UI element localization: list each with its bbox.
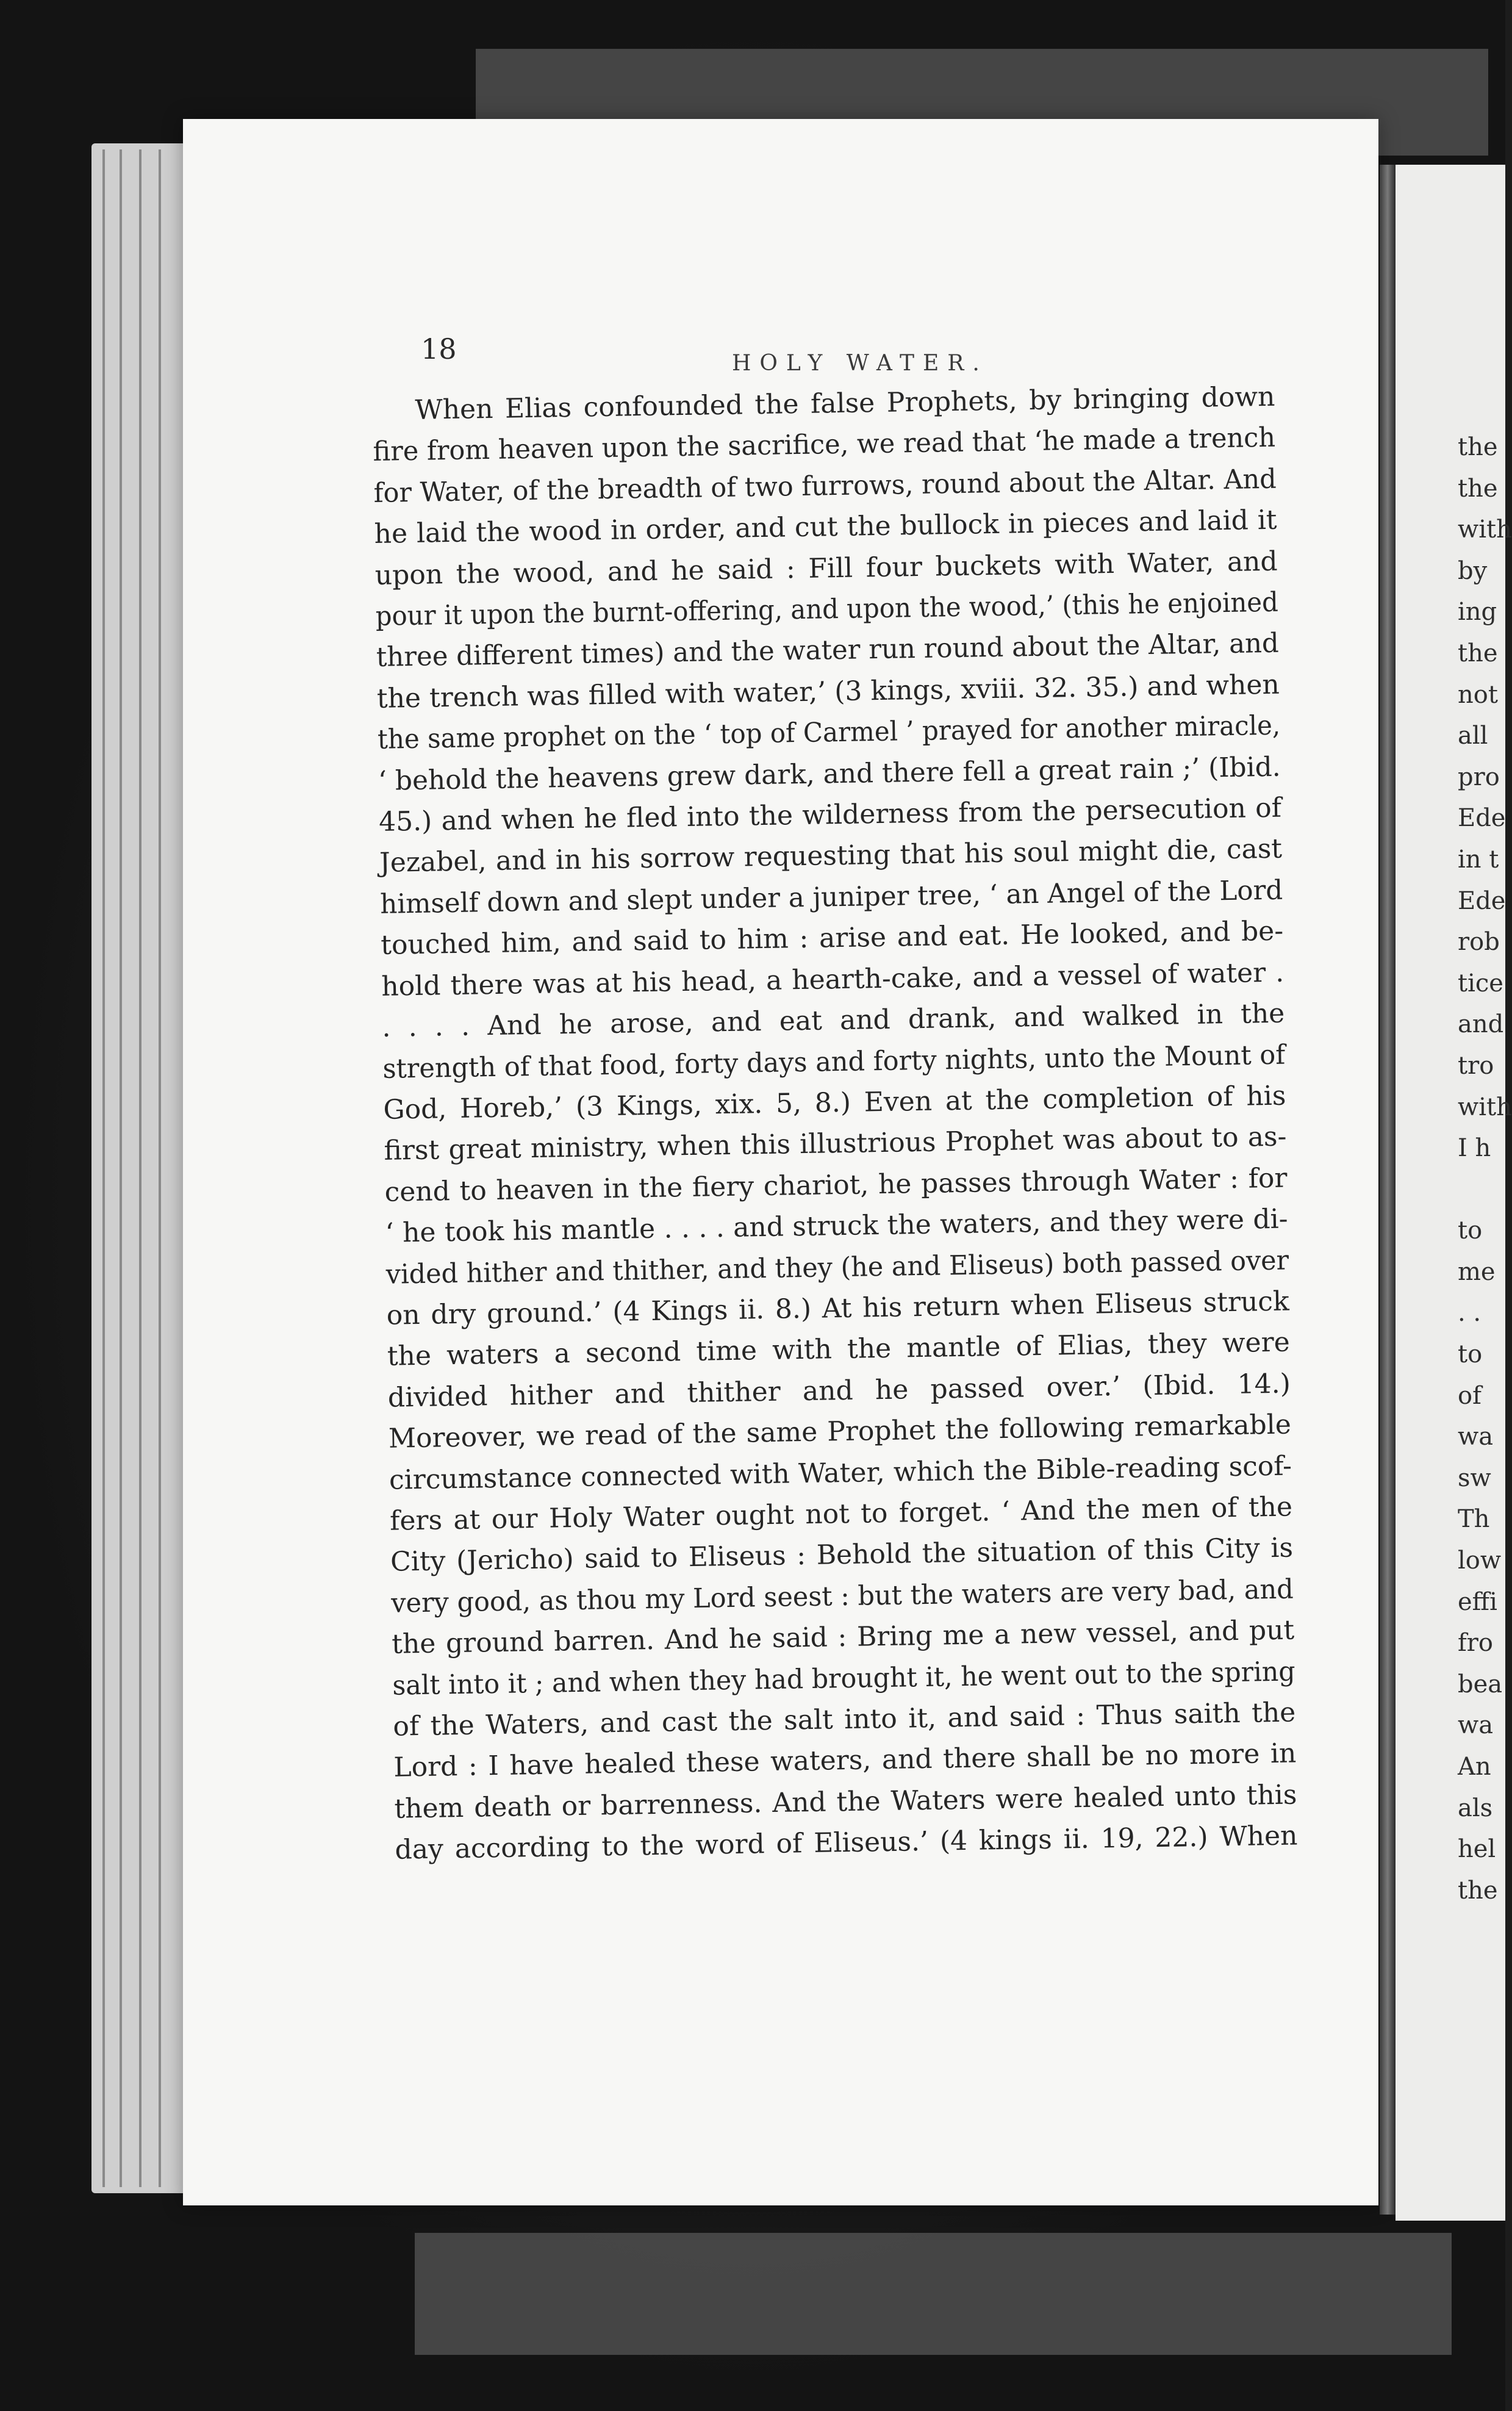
text-line: ‘ he took his mantle . . . . and struck the waters, and they were di- — [385, 1203, 1288, 1249]
facing-text-line: the — [1458, 1876, 1498, 1905]
facing-text-line: Ede — [1458, 886, 1506, 915]
text-line: the trench was filled with water,’ (3 kings, xviii. 32. 35.) and when — [376, 669, 1280, 714]
text-line: Jezabel, and in his sorrow requesting that his soul might die, cast — [379, 833, 1283, 879]
facing-text-line: by — [1458, 556, 1488, 585]
text-line: fers at our Holy Water ought not to forget. ‘ And the men of the — [389, 1491, 1293, 1537]
page-number: 18 — [421, 332, 457, 365]
running-head: HOLY WATER. — [732, 351, 988, 376]
text-line: the ground barren. And he said : Bring me a new vessel, and put — [391, 1614, 1295, 1660]
text-line: ‘ behold the heavens grew dark, and there fell a great rain ;’ (Ibid. — [378, 751, 1281, 797]
text-line: salt into it ; and when they had brought it, he went out to the spring — [392, 1656, 1295, 1701]
facing-text-line: An — [1458, 1753, 1491, 1781]
text-line: he laid the wood in order, and cut the bullock in pieces and laid it — [374, 504, 1277, 550]
text-line: vided hither and thither, and they (he and Eliseus) both passed over — [385, 1245, 1289, 1290]
text-line: circumstance connected with Water, which the Bible-reading scof- — [389, 1450, 1292, 1496]
book-gutter — [1380, 165, 1396, 2215]
page-edge — [139, 149, 142, 2187]
text-line: very good, as thou my Lord seest : but the waters are very bad, and — [390, 1573, 1294, 1619]
text-line: When Elias confounded the false Prophets, by bringing down — [415, 381, 1275, 426]
facing-text-line: of — [1458, 1381, 1482, 1410]
facing-text-line: . . — [1458, 1299, 1482, 1328]
facing-text-line: the — [1458, 433, 1498, 461]
facing-text-line: I h — [1458, 1134, 1491, 1163]
text-line: on dry ground.’ (4 Kings ii. 8.) At his return when Eliseus struck — [386, 1285, 1290, 1331]
facing-text-line: the — [1458, 639, 1498, 667]
text-line: touched him, and said to him : arise and eat. He looked, and be- — [380, 915, 1284, 961]
text-line: . . . . And he arose, and eat and drank, and walked in the — [382, 997, 1285, 1043]
facing-text-line: ing — [1458, 598, 1497, 627]
facing-text-line: and — [1458, 1010, 1504, 1039]
facing-text-line: Ede — [1458, 804, 1506, 833]
text-line: pour it upon the burnt-offering, and upon the wood,’ (this he enjoined — [375, 586, 1279, 632]
facing-text-line: bea — [1458, 1670, 1503, 1698]
facing-text-line: sw — [1458, 1464, 1491, 1492]
facing-text-line: to — [1458, 1340, 1483, 1369]
facing-text-line: als — [1458, 1794, 1493, 1822]
text-line: first great ministry, when this illustrious Prophet was about to as- — [384, 1121, 1287, 1167]
facing-text-line: not — [1458, 680, 1498, 709]
text-line: for Water, of the breadth of two furrows, round about the Altar. And — [373, 463, 1277, 509]
text-line: upon the wood, and he said : Fill four buckets with Water, and — [374, 545, 1278, 591]
text-line: 45.) and when he fled into the wilderness from the persecution of — [378, 792, 1282, 838]
text-line: hold there was at his head, a hearth-cake, and a vessel of water . — [381, 957, 1284, 1002]
text-line: day according to the word of Eliseus.’ (4 kings ii. 19, 22.) When — [395, 1820, 1298, 1866]
facing-text-line: hel — [1458, 1835, 1496, 1864]
text-line: them death or barrenness. And the Waters were healed unto this — [394, 1779, 1297, 1825]
facing-text-line: pro — [1458, 763, 1500, 791]
facing-text-line: all — [1458, 722, 1488, 750]
text-line: Lord : I have healed these waters, and there shall be no more in — [393, 1737, 1297, 1784]
text-line: of the Waters, and cast the salt into it, and said : Thus saith the — [393, 1697, 1296, 1742]
facing-text-gap — [1458, 1170, 1505, 1211]
text-line: City (Jericho) said to Eliseus : Behold the situation of this City is — [390, 1532, 1294, 1578]
text-line: three different times) and the water run round about the Altar, and — [376, 628, 1280, 674]
text-line: strength of that food, forty days and forty nights, unto the Mount of — [382, 1039, 1286, 1085]
page-edge — [159, 149, 161, 2187]
facing-text-line: in t — [1458, 845, 1499, 874]
text-line: cend to heaven in the fiery chariot, he passes through Water : for — [384, 1162, 1288, 1208]
facing-text-line: tro — [1458, 1051, 1494, 1080]
text-line: fire from heaven upon the sacrifice, we read that ‘he made a trench — [373, 422, 1276, 468]
film-strip-bottom — [415, 2233, 1452, 2355]
facing-text-line: wa — [1458, 1423, 1494, 1451]
text-line: himself down and slept under a juniper tree, ‘ an Angel of the Lord — [379, 874, 1283, 920]
facing-text-line: Th — [1458, 1505, 1490, 1534]
page-edge — [102, 149, 105, 2187]
text-line: divided hither and thither and he passed over.’ (Ibid. 14.) — [387, 1368, 1291, 1414]
body-text — [372, 376, 1298, 1871]
text-line: the waters a second time with the mantle of Elias, they were — [387, 1326, 1291, 1373]
facing-text-line: low — [1458, 1547, 1502, 1575]
page-edge — [120, 149, 122, 2187]
text-line: Moreover, we read of the same Prophet the following remarkable — [388, 1409, 1292, 1454]
facing-page-text — [1458, 427, 1512, 1911]
facing-text-line: fro — [1458, 1629, 1494, 1658]
facing-text-line: tice — [1458, 969, 1503, 997]
facing-text-line: rob — [1458, 928, 1500, 957]
facing-text-line: to — [1458, 1216, 1483, 1245]
text-line: God, Horeb,’ (3 Kings, xix. 5, 8.) Even at the completion of his — [383, 1080, 1286, 1126]
facing-text-line: with — [1458, 516, 1512, 544]
text-line: the same prophet on the ‘ top of Carmel ’ prayed for another miracle, — [377, 710, 1281, 756]
facing-text-line: me — [1458, 1257, 1496, 1286]
facing-text-line: with — [1458, 1093, 1512, 1121]
facing-text-line: the — [1458, 474, 1498, 503]
facing-text-line: wa — [1458, 1711, 1494, 1740]
facing-text-line: effi — [1458, 1587, 1497, 1616]
